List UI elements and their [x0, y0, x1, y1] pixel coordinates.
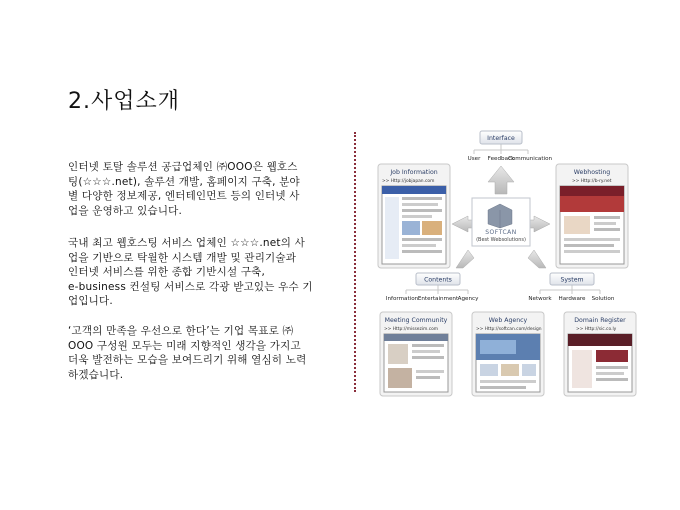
card-url: >> Http://sic.co.ly	[576, 327, 617, 332]
card-url: >> Http://softcan.com/design	[476, 327, 542, 332]
contents-item-entertainment: Entertainment	[417, 296, 459, 302]
contents-item-agency: Agency	[457, 296, 479, 302]
interface-title: Interface	[487, 135, 515, 142]
arrow-down-right-icon	[528, 250, 546, 268]
text-line: 더욱 발전하는 모습을 보여드리기 위해 열심히 노력	[68, 354, 307, 366]
interface-item-user: User	[467, 156, 481, 162]
intro-paragraph-1	[68, 160, 344, 218]
card-web-agency	[472, 312, 544, 396]
text-line: 업을 운영하고 있습니다.	[68, 204, 183, 217]
card-title: Domain Register	[574, 317, 626, 324]
interface-item-communication: Communication	[507, 156, 553, 162]
card-job-information	[378, 164, 450, 268]
arrow-down-left-icon	[456, 250, 474, 268]
text-line: 업을 기반으로 탁월한 시스템 개발 및 관리기술과	[68, 251, 297, 264]
page-title: 2.사업소개	[68, 89, 180, 114]
text-line: 인터넷 서비스를 위한 종합 기반시설 구축,	[68, 266, 266, 278]
intro-paragraph-2	[68, 236, 344, 309]
text-line: 별 다양한 정보제공, 엔터테인먼트 등의 인터넷 사	[68, 190, 300, 202]
text-line: ‘고객의 만족을 우선으로 한다’는 기업 목표로 ㈜	[68, 325, 294, 337]
contents-node	[386, 273, 479, 302]
dotted-divider	[354, 132, 356, 392]
intro-paragraph-3	[68, 324, 344, 382]
card-title: Job Information	[390, 169, 438, 176]
system-title: System	[560, 276, 584, 284]
text-line: e-business 컨설팅 서비스로 각광 받고있는 우수 기	[68, 280, 313, 293]
website-thumbnail-image	[382, 186, 446, 264]
text-line: OOO 구성원 모두는 미래 지향적인 생각을 가지고	[68, 339, 301, 352]
text-line: 인터넷 토탈 솔루션 공급업체인 ㈜OOO은 웹호스	[68, 161, 298, 173]
contents-title: Contents	[424, 276, 452, 284]
text-line: 국내 최고 웹호스팅 서비스 업체인 ☆☆☆.net의 사	[68, 237, 305, 249]
center-subtitle: (Best Websolutions)	[476, 237, 526, 243]
card-domain-register	[564, 312, 636, 396]
card-title: Meeting Community	[384, 317, 448, 324]
card-meeting-community	[380, 312, 452, 396]
text-line: 팅(☆☆☆.net), 솔루션 개발, 홈페이지 구축, 분야	[68, 175, 300, 188]
card-url: >> Http://jobjapan.com	[382, 179, 435, 184]
card-title: Web Agency	[488, 317, 528, 324]
business-diagram	[360, 128, 642, 400]
center-title: SOFTCAN	[485, 229, 517, 236]
card-title: Webhosting	[573, 169, 611, 176]
system-item-hardware: Hardware	[558, 296, 586, 302]
interface-item-feedback: Feedback	[487, 156, 515, 162]
interface-node	[468, 131, 553, 162]
text-line: 업입니다.	[68, 295, 113, 307]
text-line: 하겠습니다.	[68, 368, 124, 381]
softcan-center	[472, 198, 530, 246]
website-thumbnail-image	[568, 334, 632, 392]
card-url: >> Http://missezim.com	[384, 327, 439, 332]
system-item-network: Network	[528, 296, 552, 302]
arrow-up-icon	[488, 166, 514, 194]
card-webhosting	[556, 164, 628, 268]
website-thumbnail-image	[384, 334, 448, 392]
website-thumbnail-image	[560, 186, 624, 264]
card-url: >> Http://b-ry.net	[572, 179, 612, 184]
website-thumbnail-image	[476, 334, 540, 392]
system-item-solution: Solution	[591, 296, 615, 302]
contents-item-information: Information	[385, 296, 419, 302]
